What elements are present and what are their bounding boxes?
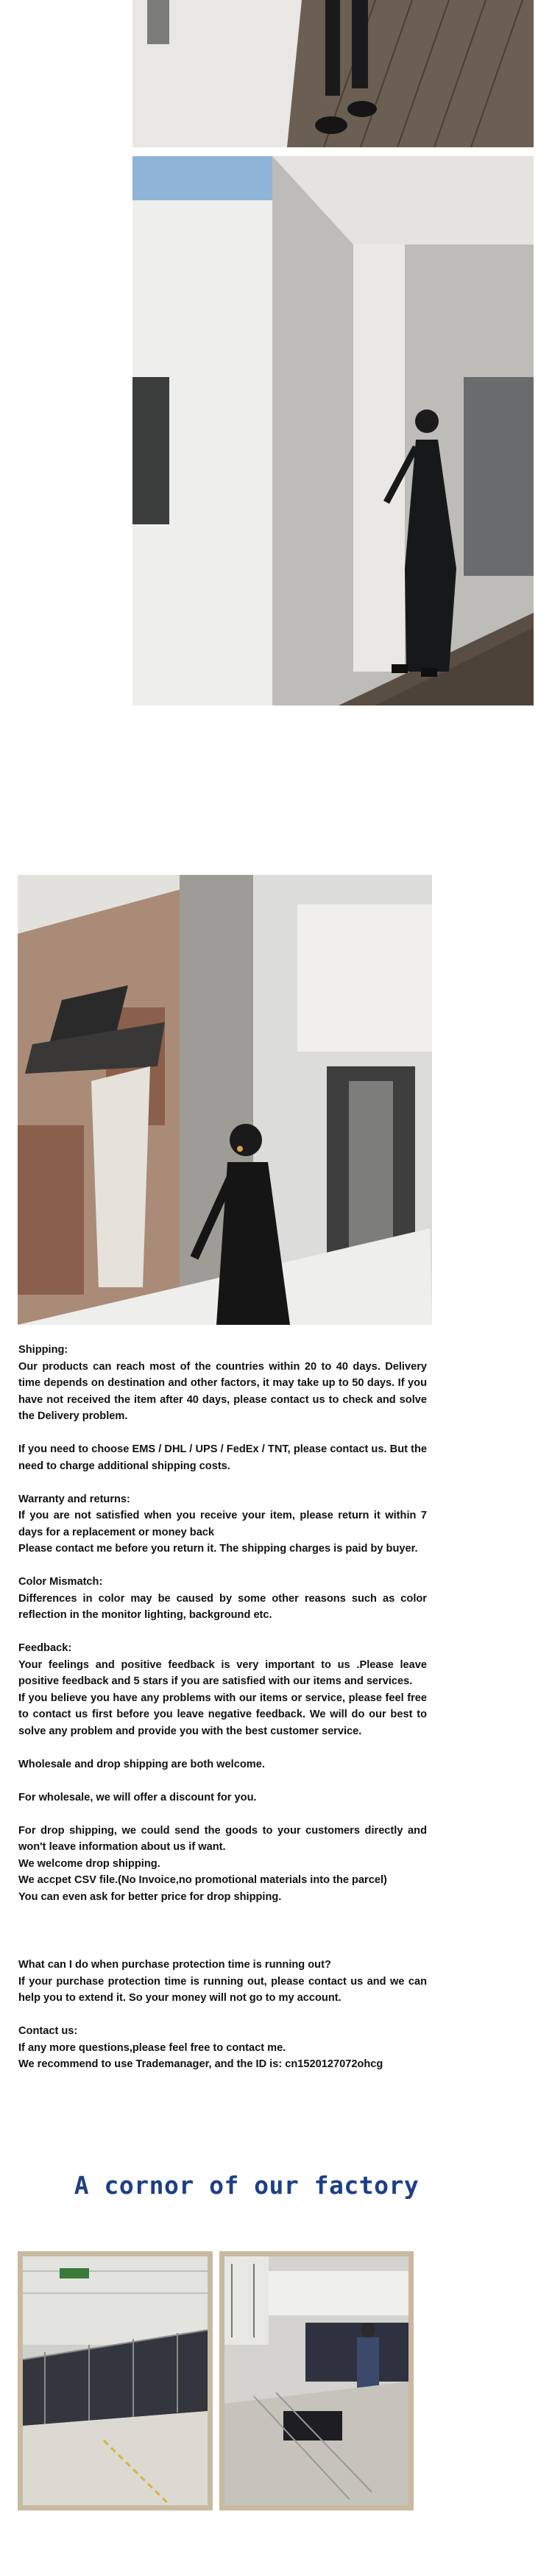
drop-shipping-price: You can even ask for better price for drop shipping. — [18, 1890, 282, 1903]
contact-body-2: We recommend to use Trademanager, and the ID is: cn1520127072ohcg — [18, 2058, 383, 2070]
protection-body: If your purchase protection time is running out, please contact us and we can help you to extend it. So your money will not go to my account. — [18, 1975, 427, 2004]
protection-title: What can I do when purchase protection time is running out? — [18, 1959, 331, 1971]
warranty-body: If you are not satisfied when you receive your item, please return it within 7 days for a replacement or money back — [18, 1510, 427, 1538]
drop-shipping-welcome: We welcome drop shipping. — [18, 1857, 160, 1870]
wholesale-discount: For wholesale, we will offer a discount for you. — [18, 1791, 257, 1803]
feedback-body-2: If you believe you have any problems with our items or service, please feel free to contact us first before you leave negative feedback. We will do our best to solve any problem and provide you with the best customer service. — [18, 1692, 427, 1737]
factory-photo-2 — [219, 2251, 414, 2510]
wholesale-welcome: Wholesale and drop shipping are both welcome. — [18, 1758, 265, 1770]
warranty-title: Warranty and returns: — [18, 1493, 130, 1505]
feedback-body-1: Your feelings and positive feedback is very important to us .Please leave positive feedback and 5 stars if you are satisfied with our items and services. — [18, 1658, 427, 1687]
store-policy-text — [18, 1342, 427, 2073]
shipping-body: Our products can reach most of the countries within 20 to 40 days. Delivery time depends on destination and other factors, it may take up to 50 days. If you have not received the item after 40 days, please contact us to check and solve the Delivery problem. — [18, 1360, 427, 1422]
factory-section-title: A cornor of our factory — [74, 2171, 420, 2200]
shipping-choice: If you need to choose EMS / DHL / UPS / FedEx / TNT, please contact us. But the need to charge additional shipping costs. — [18, 1443, 427, 1472]
drop-shipping-csv: We accpet CSV file.(No Invoice,no promotional materials into the parcel) — [18, 1874, 387, 1886]
product-photo-1 — [132, 0, 534, 147]
product-photo-2 — [132, 156, 534, 705]
contact-body-1: If any more questions,please feel free to contact me. — [18, 2041, 286, 2054]
product-photo-3 — [18, 875, 432, 1325]
feedback-title: Feedback: — [18, 1642, 72, 1654]
color-mismatch-body: Differences in color may be caused by some other reasons such as color reflection in the monitor lighting, background etc. — [18, 1592, 427, 1621]
contact-title: Contact us: — [18, 2025, 78, 2037]
factory-photo-1 — [18, 2251, 213, 2510]
color-mismatch-title: Color Mismatch: — [18, 1576, 103, 1588]
shipping-title: Shipping: — [18, 1344, 68, 1356]
warranty-contact: Please contact me before you return it. The shipping charges is paid by buyer. — [18, 1543, 418, 1555]
drop-shipping-body: For drop shipping, we could send the goods to your customers directly and won't leave information about us if want. — [18, 1824, 427, 1853]
